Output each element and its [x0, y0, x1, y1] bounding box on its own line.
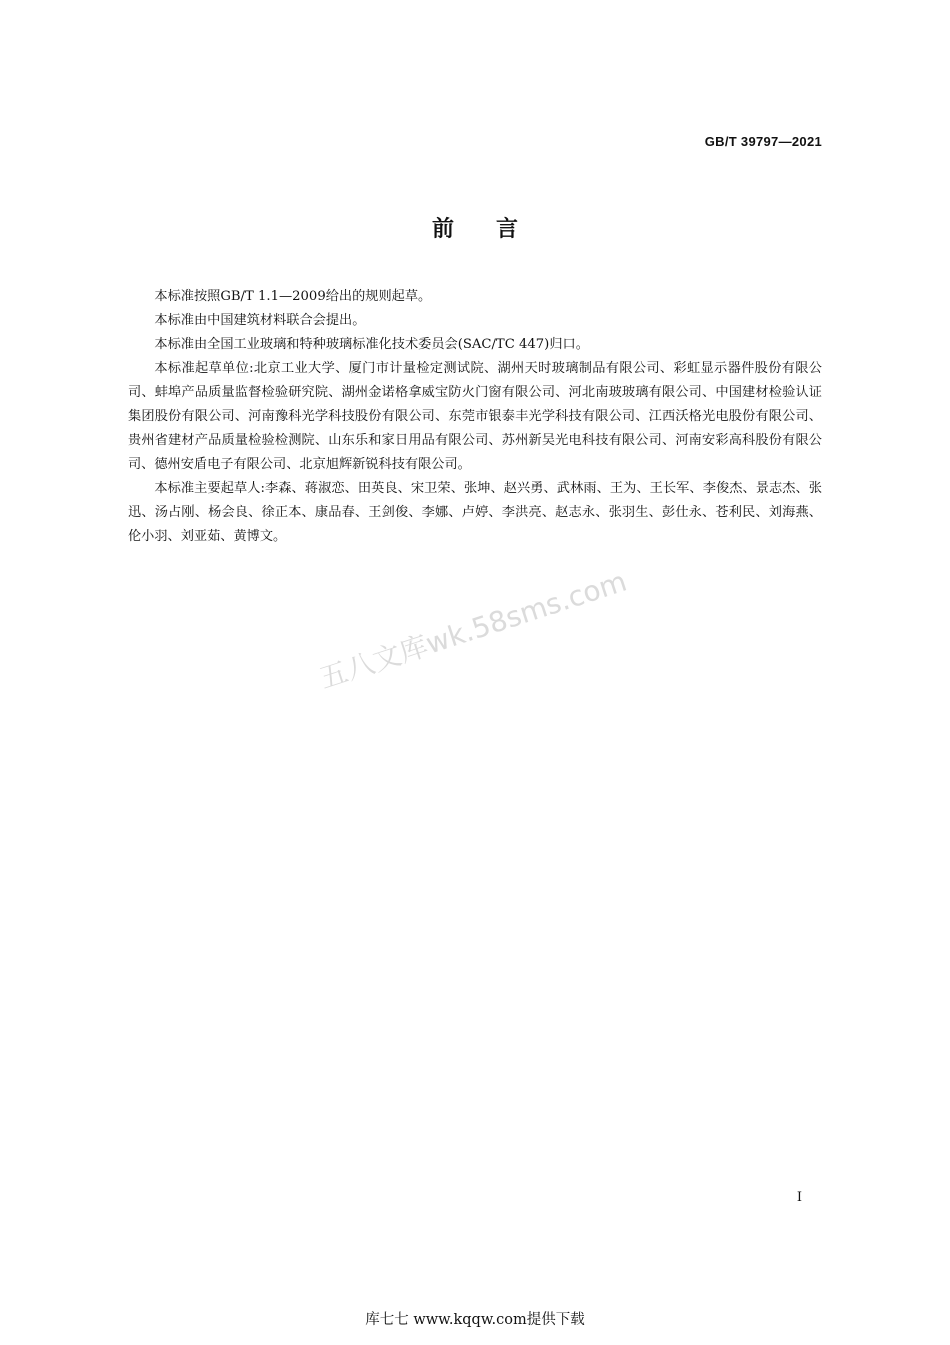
foreword-body — [128, 285, 822, 549]
paragraph-drafting-units: 本标准起草单位:北京工业大学、厦门市计量检定测试院、湖州天时玻璃制品有限公司、彩虹显示器件股份有限公司、蚌埠产品质量监督检验研究院、湖州金诺格拿威宝防火门窗有限公司、河北南玻玻璃有限公司、中国建材检验认证集团股份有限公司、河南豫科光学科技股份有限公司、东莞市银泰丰光学科技有限公司、江西沃格光电股份有限公司、贵州省建材产品质量检验检测院、山东乐和家日用品有限公司、苏州新吴光电科技有限公司、河南安彩高科股份有限公司、德州安盾电子有限公司、北京旭辉新锐科技有限公司。 — [128, 361, 822, 472]
paragraph-committee: 本标准由全国工业玻璃和特种玻璃标准化技术委员会(SAC/TC 447)归口。 — [154, 337, 589, 352]
paragraph-proposer: 本标准由中国建筑材料联合会提出。 — [154, 313, 366, 328]
standard-code: GB/T 39797—2021 — [704, 134, 822, 149]
page-title — [0, 212, 950, 243]
title-char-2: 言 — [496, 217, 519, 242]
title-char-1: 前 — [431, 217, 454, 242]
page-number: I — [796, 1190, 802, 1205]
paragraph-drafting-rules: 本标准按照GB/T 1.1—2009给出的规则起草。 — [154, 289, 432, 304]
watermark: 五八文库wk.58sms.com — [315, 564, 631, 696]
paragraph-drafters: 本标准主要起草人:李森、蒋淑恋、田英良、宋卫荣、张坤、赵兴勇、武林雨、王为、王长军、李俊杰、景志杰、张迅、汤占刚、杨会良、徐正本、康品春、王剑俊、李娜、卢婷、李洪亮、赵志永、张羽生、彭仕永、苍利民、刘海燕、伦小羽、刘亚茹、黄博文。 — [128, 481, 822, 544]
download-footer: 库七七 www.kqqw.com提供下载 — [365, 1312, 585, 1328]
